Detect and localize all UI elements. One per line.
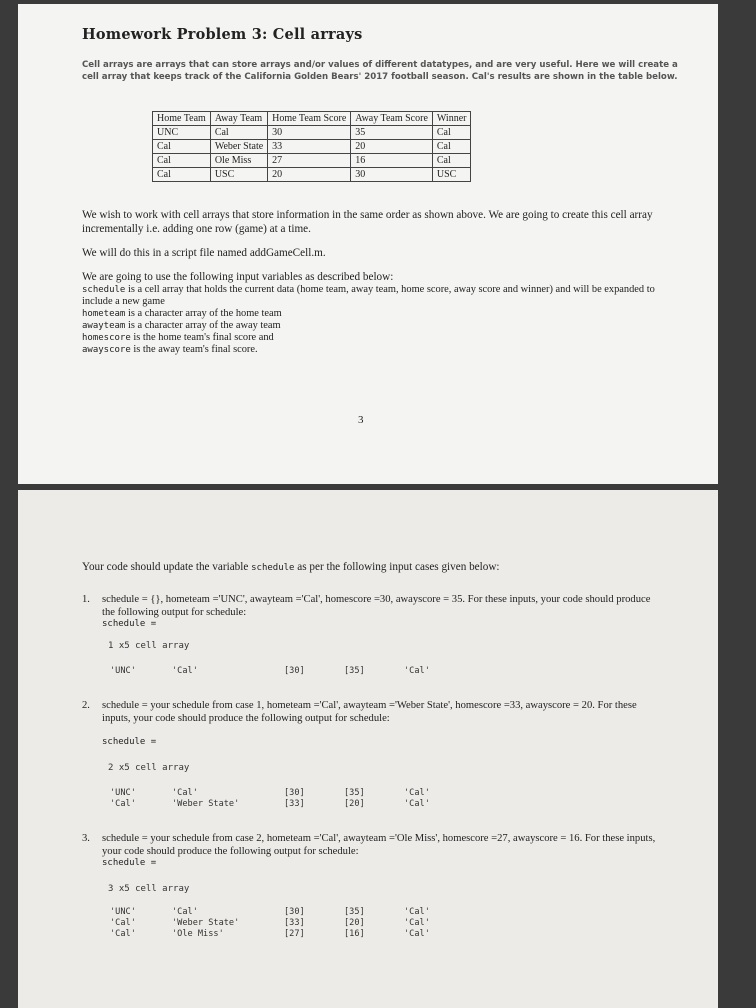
variable-desc: is the away team's final score. <box>130 344 258 355</box>
cell-value: 'Ole Miss' <box>172 929 224 939</box>
document-page-1 <box>18 4 718 484</box>
results-table <box>152 111 471 182</box>
variable-name: schedule <box>82 285 126 295</box>
table-cell: 35 <box>351 126 433 140</box>
column-header: Home Team <box>153 112 211 126</box>
cell-value: 'Cal' <box>404 799 430 809</box>
cell-value: 'Cal' <box>172 666 198 676</box>
cell-value: [35] <box>344 666 365 676</box>
cell-value: [33] <box>284 799 305 809</box>
cell-value: 'UNC' <box>110 666 136 676</box>
page-title: Homework Problem 3: Cell arrays <box>82 26 363 43</box>
variable-name: awayscore <box>82 345 131 355</box>
cell-array-output <box>110 788 678 810</box>
column-header: Winner <box>432 112 471 126</box>
table-cell: 27 <box>268 154 351 168</box>
table-cell: Cal <box>210 126 267 140</box>
case-text: schedule = your schedule from case 1, hometeam ='Cal', awayteam ='Weber State', homescore =33, awayscore = 20. For these inputs, your code should produce the following output for schedule: <box>102 700 637 724</box>
cell-value: 'Cal' <box>110 799 136 809</box>
table-row <box>153 140 471 154</box>
variable-name: awayteam <box>82 321 126 331</box>
case-assign: schedule = <box>102 619 157 629</box>
cell-value: [20] <box>344 918 365 928</box>
lead-variable: schedule <box>251 563 295 573</box>
table-row <box>153 154 471 168</box>
variable-item <box>82 332 678 344</box>
case-size: 3 x5 cell array <box>108 884 190 894</box>
cell-value: 'Cal' <box>172 788 198 798</box>
cell-value: [27] <box>284 929 305 939</box>
table-row <box>153 126 471 140</box>
variable-name: hometeam <box>82 309 126 319</box>
variable-desc: is the home team's final score and <box>130 332 274 343</box>
table-cell: Cal <box>432 140 471 154</box>
script-file-prefix: We will do this in a script file named <box>82 247 250 259</box>
column-header: Away Team <box>210 112 267 126</box>
case-number: 2. <box>82 700 90 711</box>
table-row <box>153 168 471 182</box>
variable-list <box>82 284 678 356</box>
cell-value: 'Weber State' <box>172 918 240 928</box>
table-cell: Cal <box>432 154 471 168</box>
table-header-row <box>153 112 471 126</box>
variable-desc: is a character array of the home team <box>125 308 282 319</box>
table-cell: Ole Miss <box>210 154 267 168</box>
case-number: 3. <box>82 833 90 844</box>
variable-item <box>82 284 678 308</box>
lead-prefix: Your code should update the variable <box>82 561 252 573</box>
table-cell: Weber State <box>210 140 267 154</box>
table-cell: 20 <box>268 168 351 182</box>
table-cell: 33 <box>268 140 351 154</box>
table-cell: 30 <box>351 168 433 182</box>
variable-name: homescore <box>82 333 131 343</box>
document-page-2 <box>18 490 718 1008</box>
variable-item <box>82 308 678 320</box>
cell-value: [35] <box>344 907 365 917</box>
case-assign: schedule = <box>102 737 157 747</box>
cell-value: [16] <box>344 929 365 939</box>
table-cell: Cal <box>153 154 211 168</box>
cell-value: [35] <box>344 788 365 798</box>
column-header: Home Team Score <box>268 112 351 126</box>
table-cell: 16 <box>351 154 433 168</box>
cell-value: [30] <box>284 907 305 917</box>
case-number: 1. <box>82 594 90 605</box>
table-cell: Cal <box>153 140 211 154</box>
table-cell: Cal <box>432 126 471 140</box>
page-number: 3 <box>358 414 364 426</box>
lead-suffix: as per the following input cases given below: <box>294 561 500 573</box>
paragraph-inputs: We are going to use the following input variables as described below: <box>82 271 394 283</box>
intro-paragraph: Cell arrays are arrays that can store arrays and/or values of different datatypes, and are very useful. Here we will create a cell array that keeps track of the California Golden Bears' 2017 football season. Cal's results are shown in the table below. <box>82 60 678 82</box>
cell-value: 'Cal' <box>172 907 198 917</box>
cell-value: 'UNC' <box>110 788 136 798</box>
cell-row <box>110 907 678 918</box>
table-cell: USC <box>210 168 267 182</box>
cell-value: 'Cal' <box>110 918 136 928</box>
table-cell: USC <box>432 168 471 182</box>
case-1 <box>82 593 678 677</box>
cell-value: 'Cal' <box>404 788 430 798</box>
cell-value: 'Cal' <box>404 666 430 676</box>
table-cell: 30 <box>268 126 351 140</box>
cell-row <box>110 799 678 810</box>
variable-item <box>82 344 678 356</box>
cell-value: 'Cal' <box>404 918 430 928</box>
case-size: 1 x5 cell array <box>108 641 190 651</box>
variable-desc: is a character array of the away team <box>125 320 281 331</box>
case-3 <box>82 832 678 940</box>
cell-value: 'Weber State' <box>172 799 240 809</box>
column-header: Away Team Score <box>351 112 433 126</box>
lead-paragraph <box>82 560 678 575</box>
table-cell: 20 <box>351 140 433 154</box>
cell-value: 'Cal' <box>404 907 430 917</box>
cell-value: 'Cal' <box>110 929 136 939</box>
cell-value: [30] <box>284 788 305 798</box>
cell-array-output <box>110 666 678 677</box>
cell-row <box>110 918 678 929</box>
table-cell: UNC <box>153 126 211 140</box>
cell-row <box>110 929 678 940</box>
cell-value: 'Cal' <box>404 929 430 939</box>
cell-value: [20] <box>344 799 365 809</box>
variable-desc: is a cell array that holds the current data (home team, away team, home score, away score and winner) and will be expanded to include a new game <box>82 284 655 307</box>
paragraph-order: We wish to work with cell arrays that store information in the same order as shown above. We are going to create this cell array incrementally i.e. adding one row (game) at a time. <box>82 209 653 235</box>
table-cell: Cal <box>153 168 211 182</box>
cell-array-output <box>110 907 678 940</box>
cell-row <box>110 788 678 799</box>
case-2 <box>82 699 678 810</box>
case-size: 2 x5 cell array <box>108 763 190 773</box>
cell-value: [33] <box>284 918 305 928</box>
case-assign: schedule = <box>102 858 157 868</box>
cell-row <box>110 666 678 677</box>
case-text: schedule = {}, hometeam ='UNC', awayteam ='Cal', homescore =30, awayscore = 35. For these inputs, your code should produce the following output for schedule: <box>102 594 651 618</box>
case-text: schedule = your schedule from case 2, hometeam ='Cal', awayteam ='Ole Miss', homescore =27, awayscore = 16. For these inputs, your code should produce the following output for schedule: <box>102 833 656 857</box>
cell-value: [30] <box>284 666 305 676</box>
script-file-name: addGameCell.m. <box>249 247 326 259</box>
paragraph-script-file <box>82 246 678 260</box>
variable-item <box>82 320 678 332</box>
cell-value: 'UNC' <box>110 907 136 917</box>
